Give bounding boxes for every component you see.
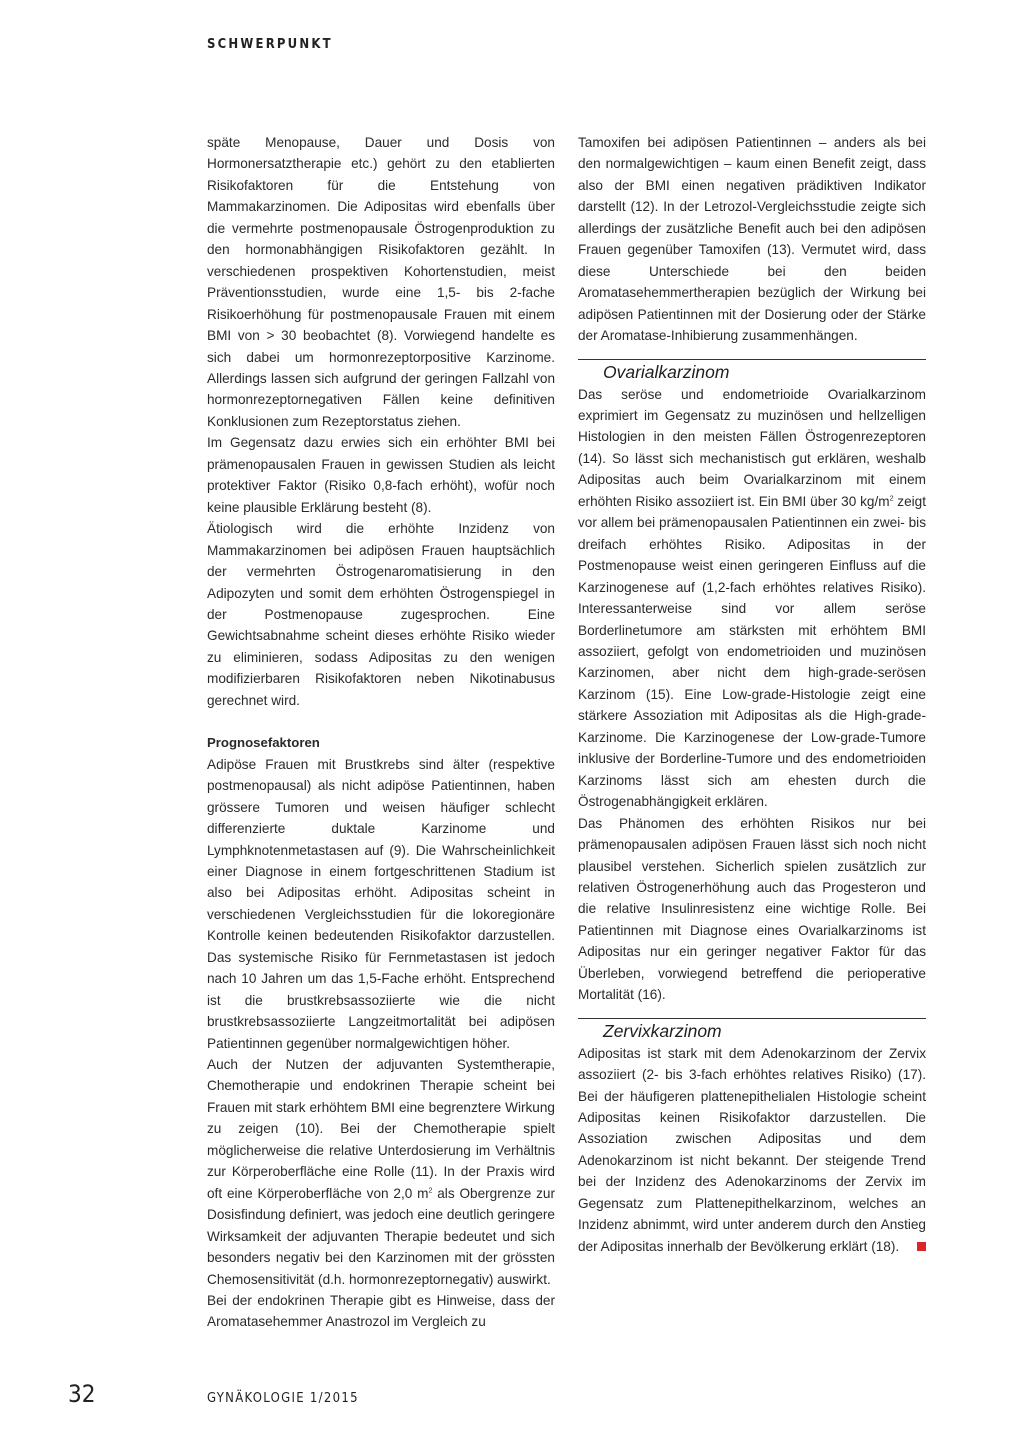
paragraph: späte Menopause, Dauer und Dosis von Hormonersatztherapie etc.) gehört zu den etablierten Risikofaktoren für die Entstehung von Mammakarzinomen. Die Adipositas wird ebenfalls über die vermehrte postmenopausale Östrogenproduktion zu den hormonabhängigen Risikofaktoren gezählt. In verschiedenen prospektiven Kohortenstudien, meist Präventionsstudien, wurde eine 1,5- bis 2-fache Risikoerhöhung für postmenopausale Frauen mit einem BMI von > 30 beobachtet (8). Vorwiegend handelte es sich dabei um hormonrezeptorpositive Karzinome. Allerdings lassen sich aufgrund der geringen Fallzahl von hormonrezeptornegativen Fällen keine definitiven Konklusionen zum Rezeptorstatus ziehen. <box>207 135 555 429</box>
paragraph: Adipositas ist stark mit dem Adenokarzinom der Zervix assoziiert (2- bis 3-fach erhöhtes relatives Risiko) (17). Bei der häufigeren plattenepithelialen Histologie scheint Adipositas keinen Risikofaktor darzustellen. Die Assoziation zwischen Adipositas und dem Adenokarzinom ist nicht bekannt. Der steigende Trend bei der Inzidenz des Adenokarzinoms der Zervix im Gegensatz zum Plattenepithelkarzinom, welches an Inzidenz abnimmt, wird unter anderem durch den Anstieg der Adipositas innerhalb der Bevölkerung erklärt (18). <box>578 1045 926 1254</box>
paragraph: Tamoxifen bei adipösen Patientinnen – anders als bei den normalgewichtigen – kaum einen Benefit zeigt, dass also der BMI einen negativen prädiktiven Indikator darstellt (12). In der Letrozol-Vergleichsstudie zeigte sich allerdings der zusätzliche Benefit auch bei den adipösen Frauen gegenüber Tamoxifen (13). Vermutet wird, dass diese Unterschiede bei den beiden Aromatasehemmertherapien bezüglich der Wirkung bei adipösen Patientinnen mit der Dosierung oder der Stärke der Aromatase-Inhibierung zusammenhängen. <box>578 135 926 344</box>
left-column <box>207 132 555 1333</box>
subheading-prognosefaktoren: Prognosefaktoren <box>207 735 320 751</box>
paragraph: Das seröse und endometrioide Ovarialkarzinom exprimiert im Gegensatz zu muzinösen und hellzelligen Histologien in den meisten Fällen Östrogenrezeptoren (14). So lässt sich mechanistisch gut erklären, weshalb Adipositas auch beim Ovarialkarzinom mit einem erhöhten Risiko assoziiert ist. Ein BMI über 30 $kg/m^2$ zeigt vor allem bei prämenopausalen Patientinnen ein zwei- bis dreifach erhöhtes Risiko. Adipositas in der Postmenopause weist einen geringeren Einfluss auf die Karzinogenese auf (1,2-fach erhöhtes relatives Risiko). Interessanterweise sind vor allem seröse Borderlinetumore am stärksten mit erhöhtem BMI assoziiert, gefolgt von endometrioiden und muzinösen Karzinomen, aber nicht dem high-grade-serösen Karzinom (15). Eine Low-grade-Histologie zeigt eine stärkere Assoziation mit Adipositas als die High-grade-Karzinome. Die Karzinogenese der Low-grade-Tumore inklusive der Borderline-Tumore und des endometrioiden Karzinoms lässt sich am ehesten durch die Östrogenabhängigkeit erklären. <box>578 386 926 810</box>
journal-name: GYNÄKOLOGIE 1/2015 <box>207 1391 359 1406</box>
paragraph: Im Gegensatz dazu erwies sich ein erhöhter BMI bei prämenopausalen Frauen in gewissen Studien als leicht protektiver Faktor (Risiko 0,8-fach erhöht), wofür noch keine plausible Erklärung besteht (8). <box>207 435 555 515</box>
end-of-article-mark-icon <box>917 1242 926 1251</box>
paragraph: Adipöse Frauen mit Brustkrebs sind älter (respektive postmenopausal) als nicht adipöse Patientinnen, haben grössere Tumoren und weisen häufiger schlecht differenzierte duktale Karzinome und Lymphknotenmetastasen auf (9). Die Wahrscheinlichkeit einer Diagnose in einem fortgeschrittenen Stadium ist also bei Adipositas erhöht. Adipositas scheint in verschiedenen Vergleichsstudien für die lokoregionäre Kontrolle keinen bedeutenden Risikofaktor darzustellen. Das systemische Risiko für Fernmetastasen ist jedoch nach 10 Jahren um das 1,5-Fache erhöht. Entsprechend ist die brustkrebsassoziierte wie die nicht brustkrebsassoziierte Langzeitmortalität bei adipösen Patientinnen gegenüber normalgewichtigen höher. <box>207 756 555 1051</box>
section-title-zervixkarzinom: Zervixkarzinom <box>603 1020 722 1041</box>
page-number: 32 <box>68 1380 96 1408</box>
paragraph: Auch der Nutzen der adjuvanten Systemtherapie, Chemotherapie und endokrinen Therapie scheint bei Frauen mit stark erhöhtem BMI eine begrenztere Wirkung zu zeigen (10). Bei der Chemotherapie spielt möglicherweise die relative Unterdosierung im Verhältnis zur Körperoberfläche eine Rolle (11). In der Praxis wird oft eine Körperoberfläche von 2,0 $m^2$ als Obergrenze zur Dosisfindung definiert, was jedoch eine deutlich geringere Wirksamkeit der adjuvanten Therapie bedeutet und sich besonders negativ bei den Karzinomen mit der grössten Chemosensitivität (d.h. hormonrezeptornegativ) auswirkt. <box>207 1057 555 1287</box>
section-title-ovarialkarzinom: Ovarialkarzinom <box>603 361 730 382</box>
section-label: SCHWERPUNKT <box>207 37 333 52</box>
paragraph: Das Phänomen des erhöhten Risikos nur bei prämenopausalen adipösen Frauen lässt sich noch nicht plausibel verstehen. Sicherlich spielen zusätzlich zur relativen Östrogenerhöhung auch das Progesteron und die relative Insulinresistenz eine wichtige Rolle. Bei Patientinnen mit Diagnose eines Ovarialkarzinoms ist Adipositas nur ein geringer negativer Faktor für das Überleben, vorwiegend betreffend die perioperative Mortalität (16). <box>578 815 926 1003</box>
paragraph: Bei der endokrinen Therapie gibt es Hinweise, dass der Aromatasehemmer Anastrozol im Vergleich zu <box>207 1293 555 1330</box>
right-column <box>578 132 926 1257</box>
paragraph: Ätiologisch wird die erhöhte Inzidenz von Mammakarzinomen bei adipösen Frauen hauptsächlich der vermehrten Östrogenaromatisierung in den Adipozyten und somit dem erhöhten Östrogenspiegel in der Postmenopause zugesprochen. Eine Gewichtsabnahme scheint dieses erhöhte Risiko wieder zu eliminieren, sodass Adipositas zu den wenigen modifizierbaren Risikofaktoren neben Nikotinabusus gerechnet wird. <box>207 521 555 708</box>
